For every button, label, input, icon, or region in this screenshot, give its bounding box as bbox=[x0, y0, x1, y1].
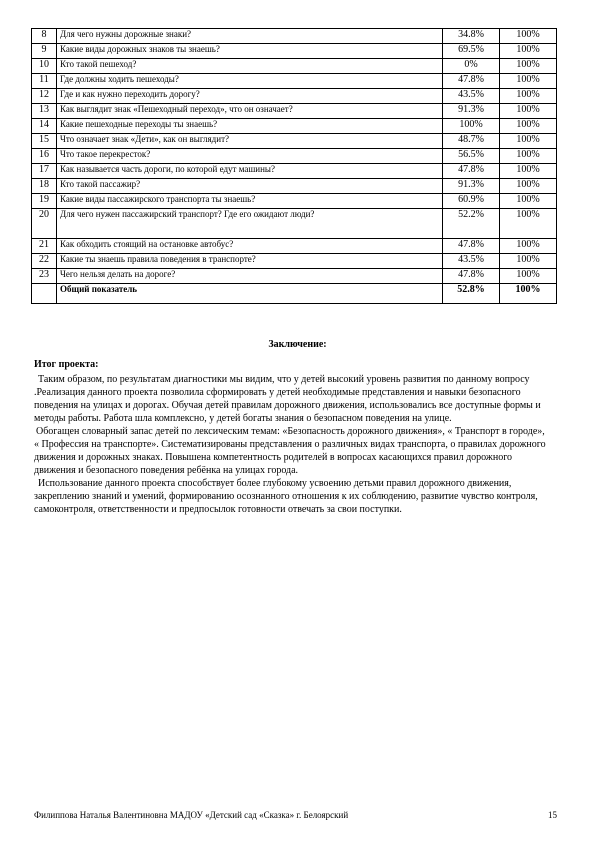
row-number: 18 bbox=[32, 179, 57, 194]
row-number: 21 bbox=[32, 239, 57, 254]
table-row bbox=[32, 239, 557, 254]
question-cell: Как выглядит знак «Пешеходный переход», что он означает? bbox=[57, 104, 443, 119]
table-row bbox=[32, 29, 557, 44]
question-cell: Кто такой пассажир? bbox=[57, 179, 443, 194]
question-cell: Что означает знак «Дети», как он выглядит? bbox=[57, 134, 443, 149]
row-number: 23 bbox=[32, 269, 57, 284]
question-cell: Какие ты знаешь правила поведения в транспорте? bbox=[57, 254, 443, 269]
question-cell: Для чего нужны дорожные знаки? bbox=[57, 29, 443, 44]
percent-cell: 43.5% bbox=[443, 89, 500, 104]
percent-cell: 91.3% bbox=[443, 179, 500, 194]
table-row bbox=[32, 164, 557, 179]
question-cell: Для чего нужен пассажирский транспорт? Где его ожидают люди? bbox=[57, 209, 443, 239]
percent-cell: 100% bbox=[443, 119, 500, 134]
percent-cell: 43.5% bbox=[443, 254, 500, 269]
total-cell: 100% bbox=[500, 89, 557, 104]
row-number: 10 bbox=[32, 59, 57, 74]
row-number: 15 bbox=[32, 134, 57, 149]
row-number bbox=[32, 284, 57, 304]
row-number: 19 bbox=[32, 194, 57, 209]
total-cell: 100% bbox=[500, 29, 557, 44]
row-number: 11 bbox=[32, 74, 57, 89]
total-cell: 100% bbox=[500, 254, 557, 269]
row-number: 17 bbox=[32, 164, 57, 179]
table-row bbox=[32, 179, 557, 194]
total-cell: 100% bbox=[500, 59, 557, 74]
total-percent: 52.8% bbox=[443, 284, 500, 304]
total-cell: 100% bbox=[500, 269, 557, 284]
row-number: 16 bbox=[32, 149, 57, 164]
question-cell: Какие виды дорожных знаков ты знаешь? bbox=[57, 44, 443, 59]
table-row bbox=[32, 104, 557, 119]
paragraph: Использование данного проекта способствует более глубокому усвоению детьми правил дорожного движения, закреплению знаний и умений, формированию осознанного отношения к их соблюдению, развитие чувство контроля, самоконтроля, ответственности и предпосылок готовности отвечать за свои поступки. bbox=[34, 478, 538, 515]
question-cell: Чего нельзя делать на дороге? bbox=[57, 269, 443, 284]
percent-cell: 0% bbox=[443, 59, 500, 74]
table-row bbox=[32, 269, 557, 284]
table-row bbox=[32, 59, 557, 74]
total-cell: 100% bbox=[500, 239, 557, 254]
question-cell: Где и как нужно переходить дорогу? bbox=[57, 89, 443, 104]
row-number: 13 bbox=[32, 104, 57, 119]
table-row bbox=[32, 134, 557, 149]
question-cell: Как называется часть дороги, по которой едут машины? bbox=[57, 164, 443, 179]
question-cell: Какие пешеходные переходы ты знаешь? bbox=[57, 119, 443, 134]
row-number: 20 bbox=[32, 209, 57, 239]
project-summary-title: Итог проекта: bbox=[34, 359, 99, 370]
total-cell: 100% bbox=[500, 179, 557, 194]
question-cell: Как обходить стоящий на остановке автобус? bbox=[57, 239, 443, 254]
table-row bbox=[32, 149, 557, 164]
survey-table bbox=[31, 28, 557, 304]
conclusion-text bbox=[34, 373, 550, 516]
percent-cell: 52.2% bbox=[443, 209, 500, 239]
question-cell: Какие виды пассажирского транспорта ты знаешь? bbox=[57, 194, 443, 209]
footer-author: Филиппова Наталья Валентиновна МАДОУ «Детский сад «Сказка» г. Белоярский bbox=[34, 810, 349, 820]
total-cell: 100% bbox=[500, 149, 557, 164]
row-number: 14 bbox=[32, 119, 57, 134]
percent-cell: 60.9% bbox=[443, 194, 500, 209]
table-row bbox=[32, 194, 557, 209]
paragraph: Таким образом, по результатам диагностики мы видим, что у детей высокий уровень развития по данному вопросу .Реализация данного проекта позволила сформировать у детей необходимые представления и навыки безопасного поведения на улицах и дорогах. Обучая детей правилам дорожного движения, использовались все доступные формы и методы работы. Работа шла комплексно, у детей богаты знания о безопасном поведения на улице. bbox=[34, 374, 541, 424]
percent-cell: 47.8% bbox=[443, 239, 500, 254]
table-row bbox=[32, 119, 557, 134]
percent-cell: 47.8% bbox=[443, 74, 500, 89]
percent-cell: 48.7% bbox=[443, 134, 500, 149]
total-cell: 100% bbox=[500, 119, 557, 134]
paragraph: Обогащен словарный запас детей по лексическим темам: «Безопасность дорожного движения», « Транспорт в городе», « Профессия на транспорте». Систематизированы представления о различных видах транспорта, о правилах дорожного движения и дорожных знаках. Повышена компетентность родителей в вопросах касающихся правил дорожного движения и безопасного поведения ребёнка на улицах города. bbox=[34, 426, 546, 476]
table-row bbox=[32, 89, 557, 104]
total-cell: 100% bbox=[500, 209, 557, 239]
question-cell: Кто такой пешеход? bbox=[57, 59, 443, 74]
question-cell: Что такое перекресток? bbox=[57, 149, 443, 164]
total-max: 100% bbox=[500, 284, 557, 304]
page-number: 15 bbox=[548, 810, 557, 820]
table-row bbox=[32, 209, 557, 239]
row-number: 22 bbox=[32, 254, 57, 269]
row-number: 12 bbox=[32, 89, 57, 104]
percent-cell: 47.8% bbox=[443, 269, 500, 284]
table-row bbox=[32, 44, 557, 59]
percent-cell: 47.8% bbox=[443, 164, 500, 179]
total-cell: 100% bbox=[500, 74, 557, 89]
question-cell: Где должны ходить пешеходы? bbox=[57, 74, 443, 89]
total-label: Общий показатель bbox=[57, 284, 443, 304]
table-row bbox=[32, 74, 557, 89]
total-row bbox=[32, 284, 557, 304]
table-row bbox=[32, 254, 557, 269]
conclusion-heading: Заключение: bbox=[268, 339, 327, 350]
row-number: 9 bbox=[32, 44, 57, 59]
row-number: 8 bbox=[32, 29, 57, 44]
total-cell: 100% bbox=[500, 104, 557, 119]
percent-cell: 34.8% bbox=[443, 29, 500, 44]
percent-cell: 91.3% bbox=[443, 104, 500, 119]
percent-cell: 56.5% bbox=[443, 149, 500, 164]
percent-cell: 69.5% bbox=[443, 44, 500, 59]
total-cell: 100% bbox=[500, 44, 557, 59]
total-cell: 100% bbox=[500, 164, 557, 179]
total-cell: 100% bbox=[500, 134, 557, 149]
total-cell: 100% bbox=[500, 194, 557, 209]
